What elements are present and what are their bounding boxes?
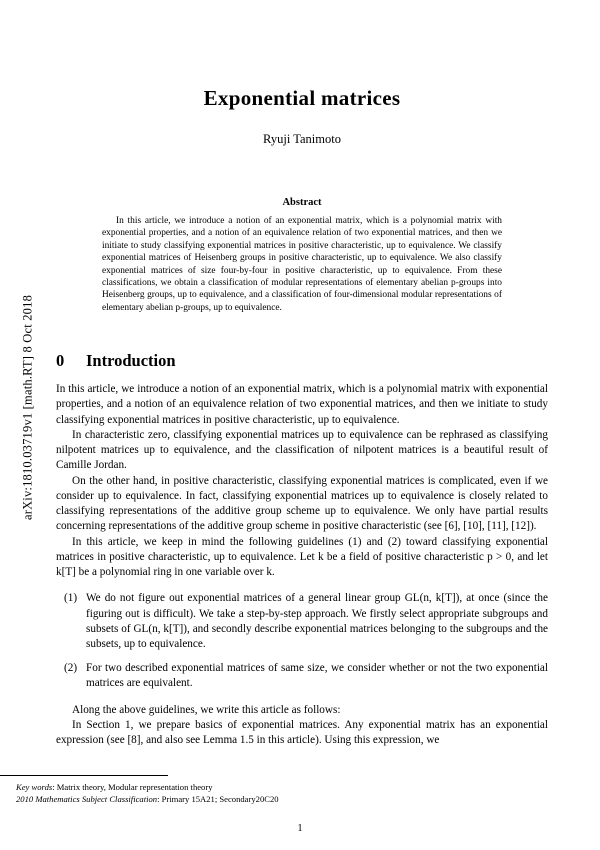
list-item-marker: (1) — [64, 592, 78, 605]
footnotes — [16, 781, 486, 805]
list-item — [56, 591, 548, 652]
section-title: Introduction — [86, 351, 176, 371]
page-number: 1 — [297, 823, 303, 834]
author-name: Ryuji Tanimoto — [263, 132, 341, 146]
closing-paragraphs — [56, 703, 548, 749]
paragraph: In characteristic zero, classifying exponential matrices up to equivalence can be rephrased as classifying nilpotent matrices up to equivalence, and the classification of nilpotent matrices is a beautiful result of Camille Jordan. — [56, 428, 548, 472]
list-item — [56, 661, 548, 691]
arxiv-stamp: arXiv:1810.03719v1 [math.RT] 8 Oct 2018 — [20, 294, 35, 521]
paragraph: In Section 1, we prepare basics of exponential matrices. Any exponential matrix has an exponential expression (see [8], and also see Lemma 1.5 in this article). Using this expression, we — [56, 718, 548, 747]
abstract-body — [102, 215, 502, 314]
guidelines-list — [56, 591, 548, 691]
paragraph: In this article, we keep in mind the following guidelines (1) and (2) toward classifying exponential matrices in positive characteristic, up to equivalence. Let k be a field of positive characteristic p > 0, and let k[T] be a polynomial ring in one variable over k. — [56, 535, 548, 579]
section-heading — [56, 351, 548, 371]
paragraph: Along the above guidelines, we write this article as follows: — [72, 703, 341, 716]
paragraph: On the other hand, in positive characteristic, classifying exponential matrices is complicated, even if we consider up to equivalence. In fact, classifying exponential matrices up to equivalence is closely related to classifying representations of the additive group scheme up to equivalence. We only have partial results concerning representations of the additive group scheme in positive characteristic (see [6], [10], [11], [12]). — [56, 474, 548, 533]
footnote-keywords-label: Key words — [16, 782, 53, 792]
list-item-text: For two described exponential matrices of same size, we consider whether or not the two exponential matrices are equivalent. — [86, 662, 548, 690]
intro-paragraphs — [56, 382, 548, 580]
footnote-keywords-text: : Matrix theory, Modular representation theory — [52, 782, 213, 792]
footnote-keywords — [16, 781, 486, 793]
section-number: 0 — [56, 351, 65, 371]
page-title: Exponential matrices — [203, 86, 401, 110]
footnote-msc — [16, 793, 486, 805]
footnote-msc-text: : Primary 15A21; Secondary20C20 — [157, 794, 279, 805]
paragraph: In this article, we introduce a notion of an exponential matrix, which is a polynomial matrix with exponential properties, and a notion of an equivalence relation of two exponential matrices, and then we initiate to study classifying exponential matrices in positive characteristic, up to equivalence. — [56, 383, 548, 426]
footnote-msc-label: 2010 Mathematics Subject Classification — [16, 794, 158, 805]
abstract-text: In this article, we introduce a notion of an exponential matrix, which is a polynomial matrix with exponential properties, and a notion of an equivalence relation of two exponential matrices, and then we initiate to study classifying exponential matrices in positive characteristic, up to equivalence. We classify exponential matrices of Heisenberg groups in positive characteristic, up to equivalence. We also classify exponential matrices of size four-by-four in positive characteristic, up to equivalence. From these classifications, we obtain a classification of modular representations of elementary abelian p-groups into Heisenberg groups, up to equivalence, and a classification of four-dimensional modular representations of elementary abelian p-groups, up to equivalence. — [102, 216, 502, 313]
abstract-heading: Abstract — [282, 197, 322, 208]
paper-content — [56, 0, 548, 850]
list-item-marker: (2) — [64, 662, 78, 675]
footnote-divider — [0, 775, 168, 776]
list-item-text: We do not figure out exponential matrices of a general linear group GL(n, k[T]), at once (since the figuring out is difficult). We take a step-by-step approach. We firstly select appropriate subgroups and subsets of GL(n, k[T]), and secondly describe exponential matrices belonging to the subgroups and the subsets, up to equivalence. — [86, 592, 548, 650]
